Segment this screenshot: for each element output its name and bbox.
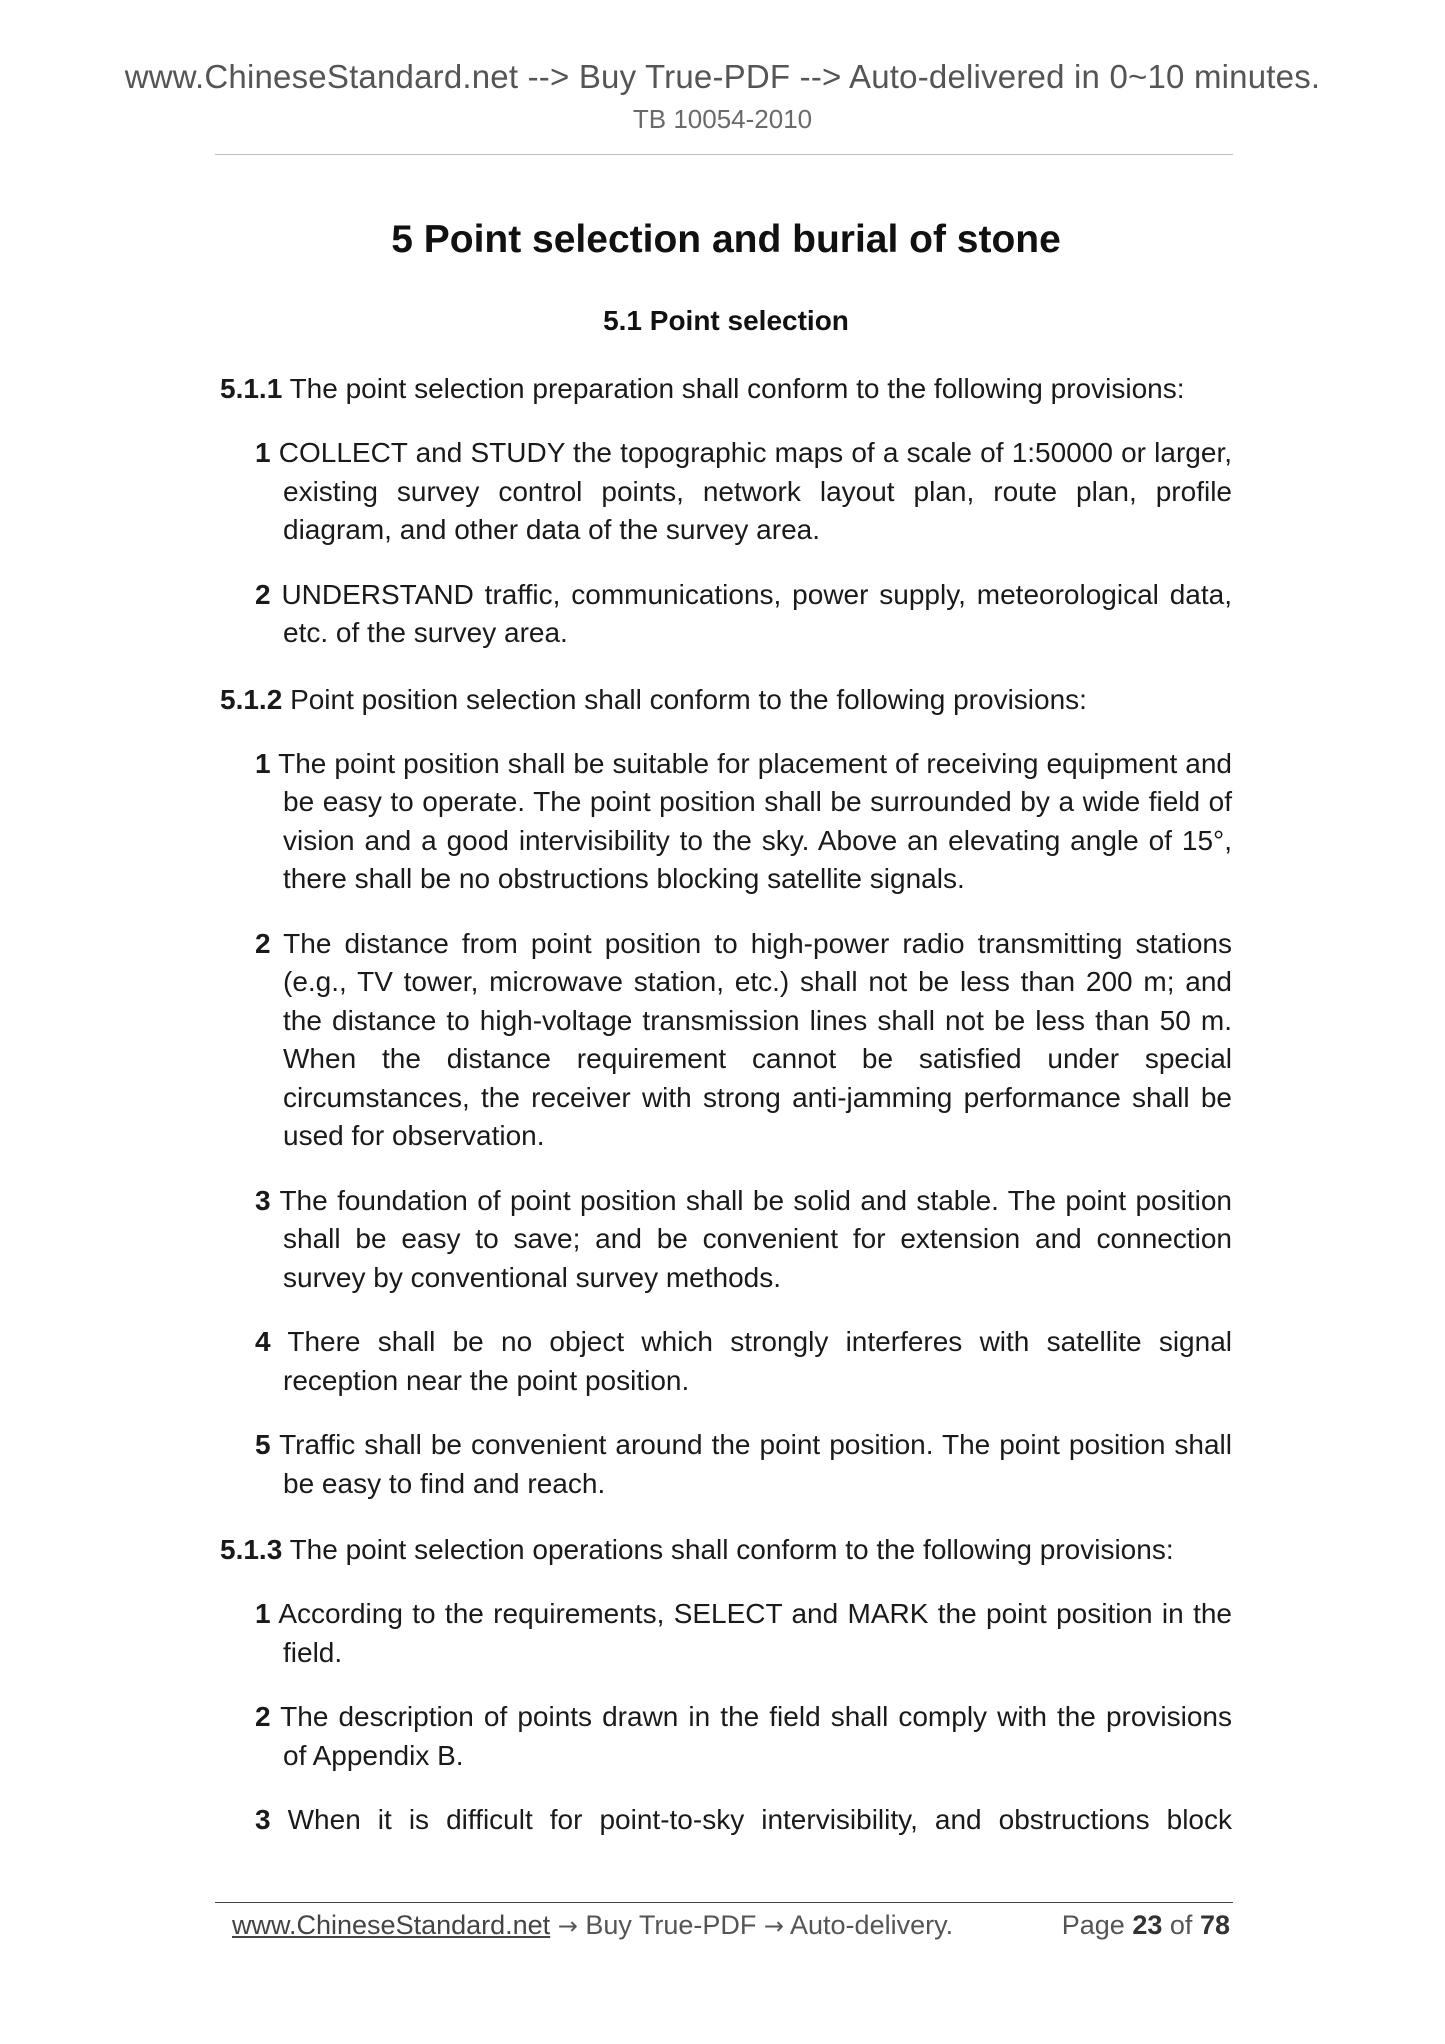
clause-number: 5.1.2 (220, 683, 283, 715)
clause-5-1-1 (220, 370, 1232, 408)
item-text: The description of points drawn in the field shall comply with the provisions of Appendix B. (280, 1701, 1232, 1771)
item-text: The point position shall be suitable for placement of receiving equipment and be easy to operate. The point position shall be surrounded by a wide field of vision and a good intervisibility to the sky. Above an elevating angle of 15°, there shall be no obstructions blocking satellite signals. (278, 747, 1233, 894)
item-number: 4 (255, 1326, 271, 1357)
item-number: 1 (255, 1598, 271, 1629)
item-text: There shall be no object which strongly interferes with satellite signal reception near the point position. (283, 1326, 1232, 1396)
page-indicator (1062, 1905, 1230, 1945)
list-item (255, 745, 1232, 899)
standard-code: TB 10054-2010 (632, 104, 813, 134)
clause-text: The point selection preparation shall conform to the following provisions: (289, 373, 1185, 404)
list-item (255, 1182, 1232, 1298)
list-item (255, 1801, 1232, 1840)
item-number: 2 (255, 927, 271, 959)
header-divider (215, 154, 1233, 155)
item-text: When it is difficult for point-to-sky intervisibility, and obstructions block (287, 1804, 1232, 1835)
footer-divider (215, 1902, 1233, 1903)
item-number: 2 (255, 1701, 271, 1732)
item-text: The foundation of point position shall be solid and stable. The point position shall be easy to save; and be convenient for extension and connection survey by conventional survey methods. (279, 1184, 1232, 1293)
item-text: According to the requirements, SELECT and MARK the point position in the field. (278, 1598, 1232, 1668)
item-number: 5 (255, 1429, 271, 1460)
page-label: Page (1061, 1910, 1125, 1940)
list-item (255, 925, 1232, 1156)
source-banner: www.ChineseStandard.net --> Buy True-PDF --> Auto-delivered in 0~10 minutes. (124, 58, 1321, 95)
footer-buy-text: Buy True-PDF (585, 1910, 757, 1940)
item-text: The distance from point position to high-power radio transmitting stations (e.g., TV tower, microwave station, etc.) shall not be less than 200 m; and the distance to high-voltage transmission lines shall not be less than 50 m. When the distance requirement cannot be satisfied under special circumstances, the receiver with strong anti-jamming performance shall be used for observation. (283, 927, 1232, 1151)
list-item (255, 1698, 1232, 1775)
item-number: 3 (255, 1804, 271, 1835)
list-item (255, 1595, 1232, 1672)
arrow-right-icon: → (557, 1912, 578, 1940)
item-number: 2 (255, 578, 271, 610)
footer-delivery-text: Auto-delivery. (790, 1910, 954, 1940)
list-item (255, 1426, 1232, 1503)
clause-number: 5.1.1 (220, 373, 283, 404)
clause-text: Point position selection shall conform to the following provisions: (290, 683, 1087, 715)
item-number: 3 (255, 1184, 271, 1216)
arrow-right-icon: → (763, 1912, 784, 1940)
footer-promo (232, 1905, 953, 1946)
list-item (255, 576, 1232, 653)
item-number: 1 (255, 747, 271, 779)
section-title: 5.1 Point selection (603, 305, 849, 336)
item-text: Traffic shall be convenient around the point position. The point position shall be easy to find and reach. (279, 1429, 1232, 1499)
page-number: 23 (1132, 1910, 1163, 1940)
of-label: of (1169, 1910, 1193, 1940)
list-item (255, 1323, 1232, 1400)
clause-5-1-2 (220, 681, 1232, 719)
page-total: 78 (1199, 1910, 1230, 1940)
item-number: 1 (255, 437, 271, 468)
footer-site-link[interactable]: www.ChineseStandard.net (232, 1910, 551, 1940)
page-body (220, 210, 1232, 1840)
page-footer (232, 1905, 1230, 1945)
clause-5-1-3 (220, 1531, 1232, 1569)
chapter-title: 5 Point selection and burial of stone (391, 218, 1061, 261)
clause-text: The point selection operations shall conform to the following provisions: (289, 1534, 1174, 1565)
list-item (255, 434, 1232, 550)
item-text: COLLECT and STUDY the topographic maps of a scale of 1:50000 or larger, existing survey control points, network layout plan, route plan, profile diagram, and other data of the survey area. (278, 437, 1233, 545)
clause-number: 5.1.3 (220, 1534, 283, 1565)
item-text: UNDERSTAND traffic, communications, power supply, meteorological data, etc. of the survey area. (281, 578, 1233, 648)
